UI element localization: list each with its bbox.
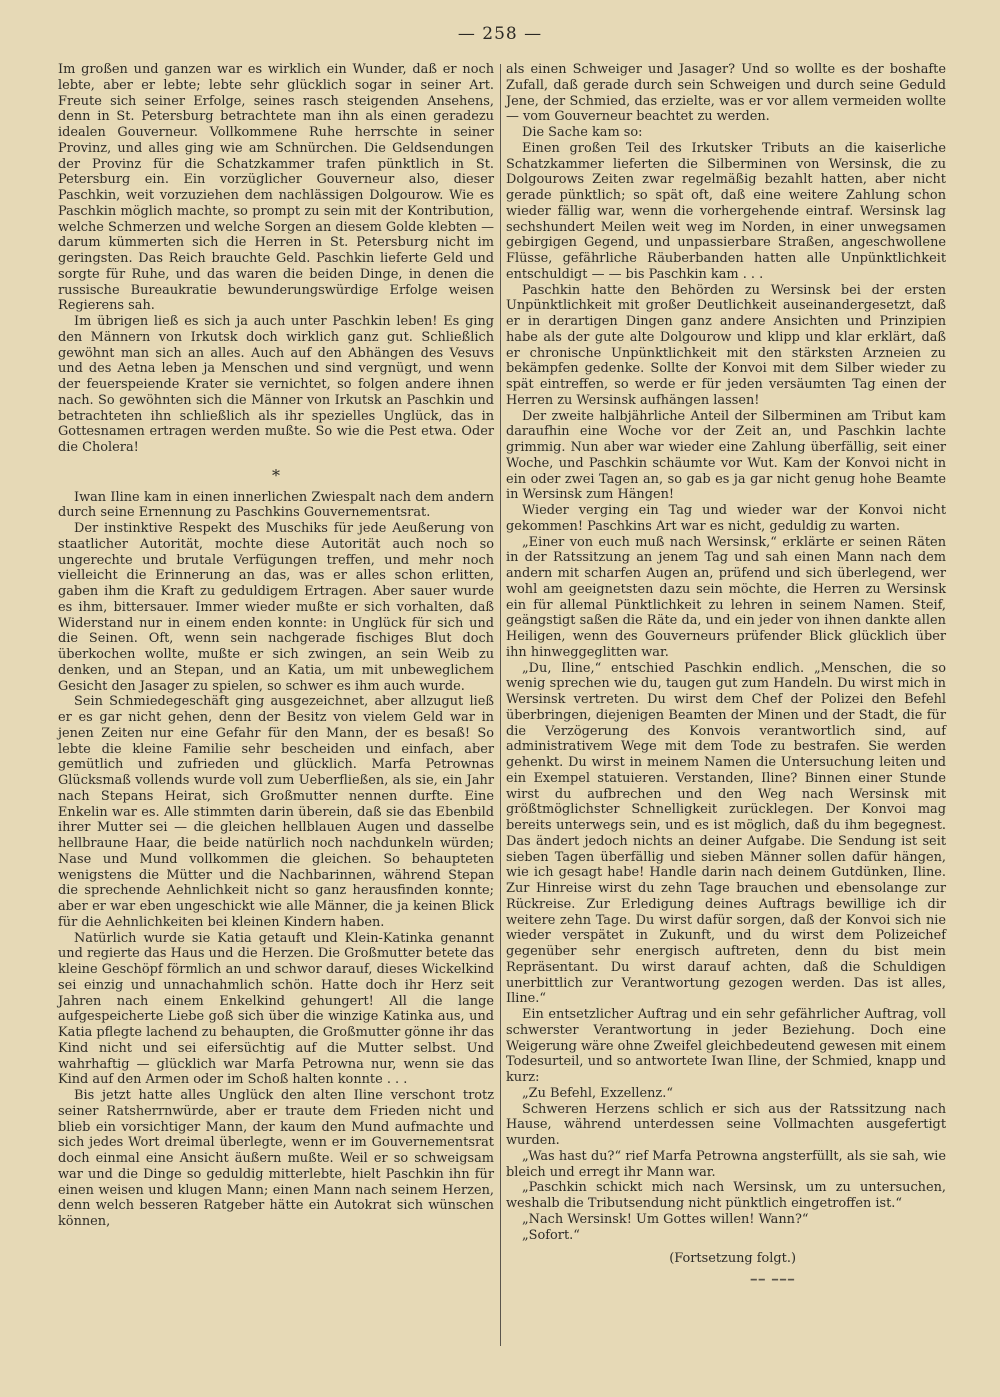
continuation-note: (Fortsetzung folgt.) (669, 1251, 796, 1267)
section-separator: * (272, 465, 280, 485)
column-divider (500, 64, 501, 1346)
paragraph: Iwan Iline kam in einen innerlichen Zwiespalt nach dem andern durch seine Ernennung zu Paschkins Gouvernementsrat. (58, 489, 494, 521)
paragraph: Wieder verging ein Tag und wieder war der Konvoi nicht gekommen! Paschkins Art war es nicht, geduldig zu warten. (506, 503, 946, 534)
paragraph: „Was hast du?“ rief Marfa Petrowna angsterfüllt, als sie sah, wie bleich und erregt ihr Mann war. (506, 1148, 946, 1180)
paragraph: Der instinktive Respekt des Muschiks für jede Aeußerung von staatlicher Autorität, mochte diese Autorität auch noch so ungerechte und brutale Verfügungen treffen, und mehr noch vielleicht die Erinnerung an das, was er alles schon erlitten, gaben ihm die Kraft zu geduldigem Ertragen. Aber sauer wurde es ihm, bittersauer. Immer wieder mußte er sich vorhalten, daß Widerstand nur in einem enden konnte: in Unglück für sich und die Seinen. Oft, wenn sein nachgerade fischiges Blut doch überkochen wollte, mußte er sich zwingen, an sein Weib zu denken, und an Stepan, und an Katia, um mit unbeweglichem Gesicht den Jasager zu spielen, so schwer es ihm auch wurde. (58, 521, 494, 694)
paragraph: „Du, Iline,“ entschied Paschkin endlich. „Menschen, die so wenig sprechen wie du, taugen gut zum Handeln. Du wirst mich in Wersinsk vertreten. Du wirst dem Chef der Polizei den Befehl überbringen, diejenigen Beamten der Minen und der Stadt, die für die Verzögerung des Konvois verantwortlich sind, auf administrativem Wege mit dem Tode zu bestrafen. Sie werden gehenkt. Du wirst in meinem Namen die Untersuchung leiten und ein Exempel statuieren. Verstanden, Iline? Binnen einer Stunde wirst du aufbrechen und den Weg nach Wersinsk mit größtmöglichster Schnelligkeit zurücklegen. Der Konvoi mag bereits unterwegs sein, und es ist möglich, daß du ihm begegnest. Das ändert jedoch nichts an deiner Aufgabe. Die Sendung ist seit sieben Tagen überfällig und sieben Männer sollen dafür hängen, wie ich gesagt habe! Handle darin nach deinem Gutdünken, Iline. Zur Hinreise wirst du zehn Tage brauchen und ebensolange zur Rückreise. Zur Erledigung deines Auftrags bewillige ich dir weitere zehn Tage. Du wirst dafür sorgen, daß der Konvoi sich nie wieder verspätet in Zukunft, und du wirst dem Polizeichef gegenüber sehr energisch auftreten, denn du bist mein Repräsentant. Du wirst darauf achten, daß die Schuldigen unerbittlich zur Verantwortung gezogen werden. Das ist alles, Iline.“ (506, 660, 946, 1007)
paragraph: „Paschkin schickt mich nach Wersinsk, um zu untersuchen, weshalb die Tributsendung nicht pünktlich eingetroffen ist.“ (506, 1180, 946, 1211)
page-number: — 258 — (457, 24, 543, 44)
paragraph: Einen großen Teil des Irkutsker Tributs an die kaiserliche Schatzkammer lieferten die Silberminen von Wersinsk, die zu Dolgourows Zeiten zwar regelmäßig bezahlt hatten, aber nicht gerade pünktlich; so spät oft, daß eine weitere Zahlung schon wieder fällig war, wenn die vorhergehende eintraf. Wersinsk lag sechshundert Meilen weit weg im Norden, in einer unwegsamen gebirgigen Gegend, und unpassierbare Straßen, angeschwollene Flüsse, gefährliche Räuberbanden hatten alle Unpünktlichkeit entschuldigt — — bis Paschkin kam . . . (506, 140, 946, 282)
paragraph: Schweren Herzens schlich er sich aus der Ratssitzung nach Hause, während unterdessen seine Vollmachten ausgefertigt wurden. (506, 1101, 946, 1148)
paragraph: „Sofort.“ (522, 1227, 580, 1243)
left-column (58, 62, 494, 1230)
paragraph: Der zweite halbjährliche Anteil der Silberminen am Tribut kam daraufhin eine Woche vor der Zeit an, und Paschkin lachte grimmig. Nun aber war wieder eine Zahlung überfällig, seit einer Woche, und Paschkin schäumte vor Wut. Kam der Konvoi nicht in ein oder zwei Tagen an, so gab es ja gar nicht genug hohe Beamte in Wersinsk zum Hängen! (506, 408, 946, 503)
paragraph: Die Sache kam so: (522, 125, 643, 140)
paragraph: Ein entsetzlicher Auftrag und ein sehr gefährlicher Auftrag, voll schwerster Verantwortung in jeder Beziehung. Doch eine Weigerung wäre ohne Zweifel gleichbedeutend gewesen mit einem Todesurteil, und so antwortete Iwan Iline, der Schmied, knapp und kurz: (506, 1007, 946, 1085)
paragraph: Natürlich wurde sie Katia getauft und Klein-Katinka genannt und regierte das Haus und die Herzen. Die Großmutter betete das kleine Geschöpf förmlich an und schwor darauf, dieses Wickelkind sei einzig und unnachahmlich schön. Hatte doch ihr Herz seit Jahren nach einem Enkelkind gehungert! All die lange aufgespeicherte Liebe goß sich über die winzige Katinka aus, und Katia pflegte lachend zu behaupten, die Großmutter gönne ihr das Kind nicht und sei eifersüchtig auf die Mutter selbst. Und wahrhaftig — glücklich war Marfa Petrowna nur, wenn sie das Kind auf den Armen oder im Schoß halten konnte . . . (58, 930, 494, 1088)
paragraph: „Nach Wersinsk! Um Gottes willen! Wann?“ (522, 1211, 809, 1227)
paragraph: „Zu Befehl, Exzellenz.“ (522, 1085, 673, 1101)
paragraph: Paschkin hatte den Behörden zu Wersinsk bei der ersten Unpünktlichkeit mit großer Deutlichkeit auseinandergesetzt, daß er in derartigen Dingen ganz andere Ansichten und Prinzipien habe als der gute alte Dolgourow und klipp und klar erklärt, daß er chronische Unpünktlichkeit mit den stärksten Arzneien zu bekämpfen gedenke. Sollte der Konvoi mit dem Silber wieder zu spät eintreffen, so werde er für jeden versäumten Tag einen der Herren zu Wersinsk aufhängen lassen! (506, 282, 946, 408)
right-column (506, 62, 946, 1289)
end-ornament: ━━ ━━━ (750, 1275, 796, 1286)
paragraph: Im übrigen ließ es sich ja auch unter Paschkin leben! Es ging den Männern von Irkutsk doch wirklich ganz gut. Schließlich gewöhnt man sich an alles. Auch auf den Abhängen des Vesuvs und des Aetna leben ja Menschen und sind vergnügt, und wenn der feuerspeiende Krater sie vernichtet, so folgen andere ihnen nach. So gewöhnten sich die Männer von Irkutsk an Paschkin und betrachteten ihn schließlich als ihr spezielles Unglück, das in Gottesnamen ertragen werden mußte. So wie die Pest etwa. Oder die Cholera! (58, 314, 494, 455)
paragraph: als einen Schweiger und Jasager? Und so wollte es der boshafte Zufall, daß gerade durch sein Schweigen und durch seine Geduld Jene, der Schmied, das erzielte, was er vor allem vermeiden wollte — vom Gouverneur beachtet zu werden. (506, 62, 946, 125)
paragraph: „Einer von euch muß nach Wersinsk,“ erklärte er seinen Räten in der Ratssitzung an jenem Tag und sah einen Mann nach dem andern mit scharfen Augen an, prüfend und sich überlegend, wer wohl am geeignetsten dazu sein möchte, die Herren zu Wersinsk ein für allemal Pünktlichkeit zu lehren in seinem Namen. Steif, geängstigt saßen die Räte da, und ein jeder von ihnen dankte allen Heiligen, wenn des Gouverneurs prüfender Blick glücklich über ihn hinweggeglitten war. (506, 534, 946, 660)
paragraph: Sein Schmiedegeschäft ging ausgezeichnet, aber allzugut ließ er es gar nicht gehen, denn der Besitz von vielem Geld war in jenen Zeiten nur eine Gefahr für den Mann, der es besaß! So lebte die kleine Familie sehr bescheiden und einfach, aber gemütlich und zufrieden und glücklich. Marfa Petrownas Glücksmaß vollends wurde voll zum Ueberfließen, als sie, ein Jahr nach Stepans Heirat, sich Großmutter nennen durfte. Eine Enkelin war es. Alle stimmten darin überein, daß sie das Ebenbild ihrer Mutter sei — die gleichen hellblauen Augen und dasselbe hellbraune Haar, die beide natürlich noch nachdunkeln würden; Nase und Mund vollkommen die gleichen. So behaupteten wenigstens die Mütter und die Nachbarinnen, während Stepan die sprechende Aehnlichkeit nicht so ganz herausfinden konnte; aber er war eben ungeschickt wie alle Männer, die ja keinen Blick für die Aehnlichkeiten bei kleinen Kindern haben. (58, 694, 494, 930)
paragraph: Bis jetzt hatte alles Unglück den alten Iline verschont trotz seiner Ratsherrnwürde, aber er traute dem Frieden nicht und blieb ein vorsichtiger Mann, der kaum den Mund aufmachte und sich jedes Wort dreimal überlegte, wenn er im Gouvernementsrat doch einmal eine Ansicht äußern mußte. Weil er so schweigsam war und die Dinge so geduldig mitterlebte, hielt Paschkin ihn für einen weisen und klugen Mann; einen Mann nach seinem Herzen, denn welch besseren Ratgeber hätte ein Autokrat sich wünschen können, (58, 1088, 494, 1229)
paragraph: Im großen und ganzen war es wirklich ein Wunder, daß er noch lebte, aber er lebte; lebte sehr glücklich sogar in seiner Art. Freute sich seiner Erfolge, seines rasch steigenden Ansehens, denn in St. Petersburg betrachtete man ihn als einen geradezu idealen Gouverneur. Vollkommene Ruhe herrschte in seiner Provinz, und alles ging wie am Schnürchen. Die Geldsendungen der Provinz für die Schatzkammer trafen pünktlich in St. Petersburg ein. Ein vorzüglicher Gouverneur also, dieser Paschkin, weit vorzuziehen dem nachlässigen Dolgourow. Wie es Paschkin möglich machte, so prompt zu sein mit der Kontribution, welche Schmerzen und welche Sorgen an diesem Golde klebten — darum kümmerten sich die Herren in St. Petersburg nicht im geringsten. Das Reich brauchte Geld. Paschkin lieferte Geld und sorgte für Ruhe, und das waren die beiden Dinge, in denen die russische Bureaukratie bewunderungswürdige Erfolge weisen Regierens sah. (58, 62, 494, 314)
